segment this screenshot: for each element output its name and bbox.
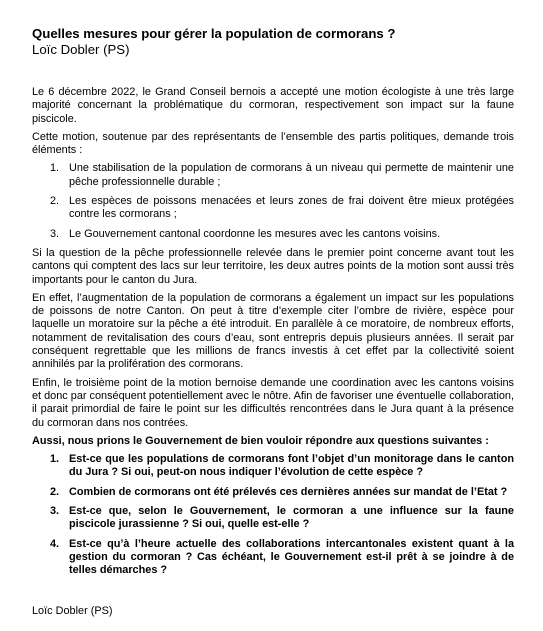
question-item: [32, 453, 514, 480]
question-number: 1.: [50, 453, 60, 466]
list-item-text: Le Gouvernement cantonal coordonne les mesures avec les cantons voisins.: [69, 227, 441, 240]
list-item-text: Les espèces de poissons menacées et leurs zones de frai doivent être mieux protégées contre les cormorans ;: [69, 195, 514, 221]
motion-items-list: [32, 162, 514, 240]
question-item: [32, 486, 514, 499]
question-number: 3.: [50, 505, 60, 518]
document-title: Quelles mesures pour gérer la population de cormorans ?: [32, 26, 396, 41]
list-item-text: Une stabilisation de la population de cormorans à un niveau qui permette de maintenir une pêche professionnelle durable ;: [69, 162, 514, 188]
list-item-number: 1.: [50, 162, 60, 175]
question-text: Est-ce qu’à l’heure actuelle des collaborations intercantonales existent quant à la gestion du cormoran ? Cas échéant, le Gouvernement est-il prêt à se joindre à de telles démarches ?: [69, 537, 514, 577]
footer-signature: Loïc Dobler (PS): [32, 605, 113, 617]
question-number: 4.: [50, 537, 60, 550]
question-number: 2.: [50, 485, 60, 498]
question-text: Est-ce que les populations de cormorans font l’objet d’un monitorage dans le canton du Jura ? Si oui, peut-on nous indiquer l’évolution de cette espèce ?: [69, 453, 514, 479]
coordination-paragraph: Enfin, le troisième point de la motion bernoise demande une coordination avec les cantons voisins et donc par conséquent potentiellement avec le nôtre. Afin de favoriser une éventuelle collaboration, il parait primordial de faire le point sur les difficultés rencontrées dans le Jura quant à la présence du cormoran dans nos contrées.: [32, 376, 514, 429]
document-author: Loïc Dobler (PS): [32, 42, 130, 57]
question-text: Est-ce que, selon le Gouvernement, le cormoran a une influence sur la faune piscicole jurassienne ? Si oui, quelle est-elle ?: [69, 505, 514, 531]
list-item: [32, 162, 514, 189]
document-page: [32, 26, 514, 584]
questions-lead-paragraph: Aussi, nous prions le Gouvernement de bien vouloir répondre aux questions suivantes :: [32, 434, 489, 447]
list-item-number: 2.: [50, 195, 60, 208]
peche-paragraph: Si la question de la pêche professionnelle relevée dans le premier point concerne avant tout les cantons qui comptent des lacs sur leur territoire, les deux autres points de la motion sont aussi très importants pour le canton du Jura.: [32, 246, 514, 286]
list-item: [32, 195, 514, 222]
question-text: Combien de cormorans ont été prélevés ces dernières années sur mandat de l’Etat ?: [69, 485, 508, 498]
list-item-number: 3.: [50, 227, 60, 240]
question-item: [32, 505, 514, 532]
impact-paragraph: En effet, l’augmentation de la population de cormorans a également un impact sur les populations de poissons de notre Canton. On peut à titre d’exemple citer l’ombre de rivière, espèce pour laquelle un moratoire sur la pêche a été introduit. En parallèle à ce moratoire, de nombreux efforts, notamment de revitalisation des cours d’eau, sont entrepris depuis plusieurs années. Il serait par conséquent regrettable que les millions de francs investis à cet effet par la collectivité soient annihilés par la prolifération des cormorans.: [32, 291, 514, 371]
questions-list: [32, 453, 514, 577]
list-item: [32, 228, 514, 241]
motion-lead-paragraph: Cette motion, soutenue par des représentants de l’ensemble des partis politiques, demande trois éléments :: [32, 130, 514, 157]
intro-paragraph: Le 6 décembre 2022, le Grand Conseil bernois a accepté une motion écologiste à une très large majorité concernant la problématique du cormoran, respectivement son impact sur la faune piscicole.: [32, 86, 514, 125]
question-item: [32, 538, 514, 578]
